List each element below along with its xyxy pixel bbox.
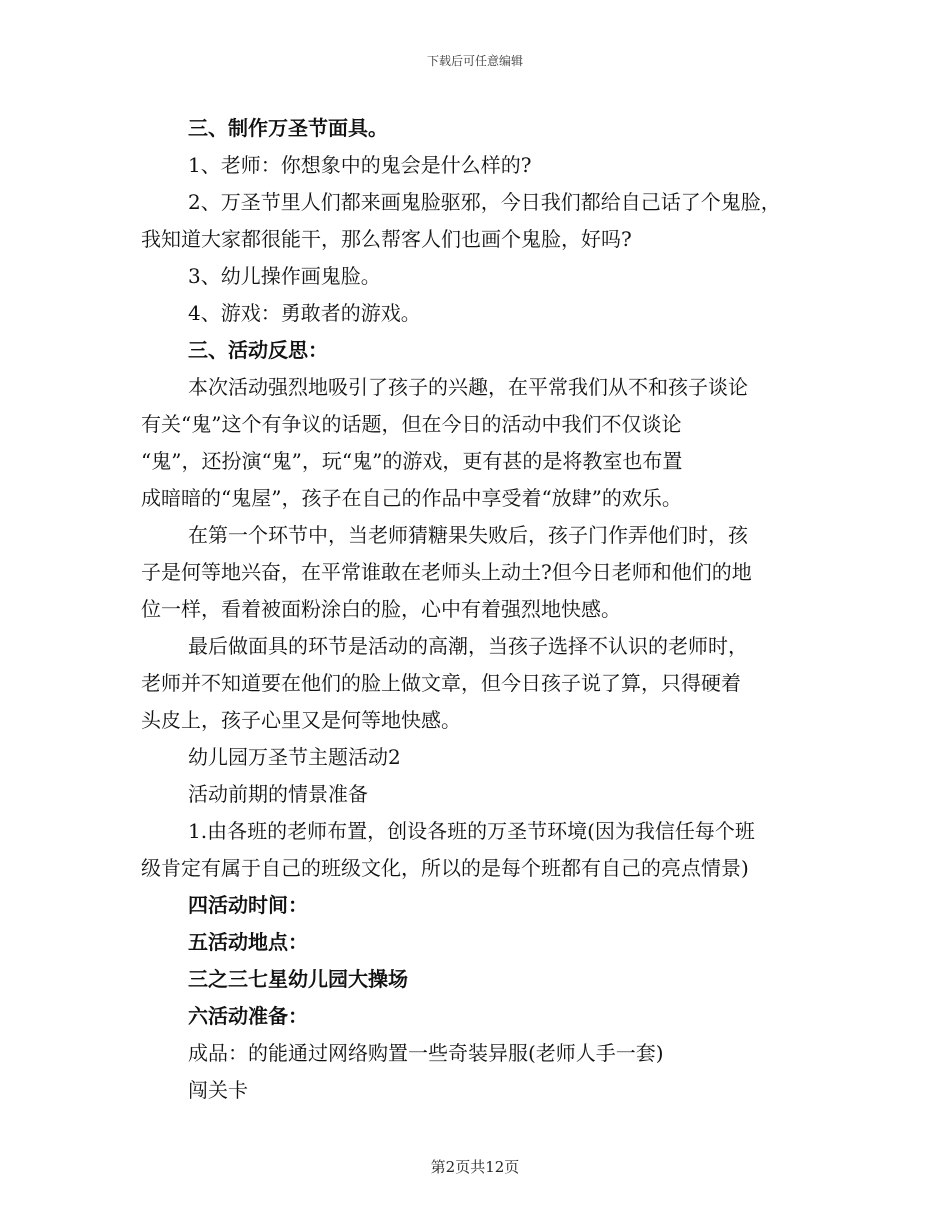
paragraph-line: 在第一个环节中，当老师猜糖果失败后，孩子门作弄他们时，孩 [188,523,748,547]
paragraph-line: 位一样，看着被面粉涂白的脸，心中有着强烈地快感。 [141,597,621,621]
preparation-costumes: 成品：的能通过网络购置一些奇装异服(老师人手一套) [188,1041,664,1065]
activity-title: 幼儿园万圣节主题活动2 [188,745,401,769]
paragraph-line: 成暗暗的“鬼屋”，孩子在自己的作品中享受着“放肆”的欢乐。 [141,486,682,510]
page-header: 下载后可任意编辑 [426,54,523,68]
step-2-line-2: 我知道大家都很能干，那么帮客人们也画个鬼脸，好吗? [141,227,632,251]
paragraph-line: 头皮上，孩子心里又是何等地快感。 [141,708,461,732]
step-2-line-1: 2、万圣节里人们都来画鬼脸驱邪，今日我们都给自己话了个鬼脸， [188,190,781,214]
section-heading-reflection: 三、活动反思： [188,338,328,362]
location-value: 三之三七星幼儿园大操场 [188,967,408,991]
step-3: 3、幼儿操作画鬼脸。 [188,264,381,288]
paragraph-line: 有关“鬼”这个有争议的话题，但在今日的活动中我们不仅谈论 [141,412,682,436]
preparation-item-line-2: 级肯定有属于自己的班级文化，所以的是每个班都有自己的亮点情景) [141,856,749,880]
paragraph-line: 老师并不知道要在他们的脸上做文章，但今日孩子说了算，只得硬着 [141,671,741,695]
section-heading-mask: 三、制作万圣节面具。 [188,116,388,140]
section-heading-time: 四活动时间： [188,893,308,917]
page-footer: 第2页共12页 [430,1158,520,1176]
paragraph-line: 本次活动强烈地吸引了孩子的兴趣，在平常我们从不和孩子谈论 [188,375,748,399]
paragraph-line: 子是何等地兴奋，在平常谁敢在老师头上动土?但今日老师和他们的地 [141,560,752,584]
preparation-heading: 活动前期的情景准备 [188,782,368,806]
paragraph-line: 最后做面具的环节是活动的高潮，当孩子选择不认识的老师时， [188,634,748,658]
section-heading-location: 五活动地点： [188,930,308,954]
section-heading-preparation: 六活动准备： [188,1004,308,1028]
step-4: 4、游戏：勇敢者的游戏。 [188,301,421,325]
preparation-cards: 闯关卡 [188,1078,248,1102]
paragraph-line: “鬼”，还扮演“鬼”，玩“鬼”的游戏，更有甚的是将教室也布置 [141,449,683,473]
step-1: 1、老师：你想象中的鬼会是什么样的? [188,153,532,177]
preparation-item-line-1: 1.由各班的老师布置，创设各班的万圣节环境(因为我信任每个班 [188,819,755,843]
